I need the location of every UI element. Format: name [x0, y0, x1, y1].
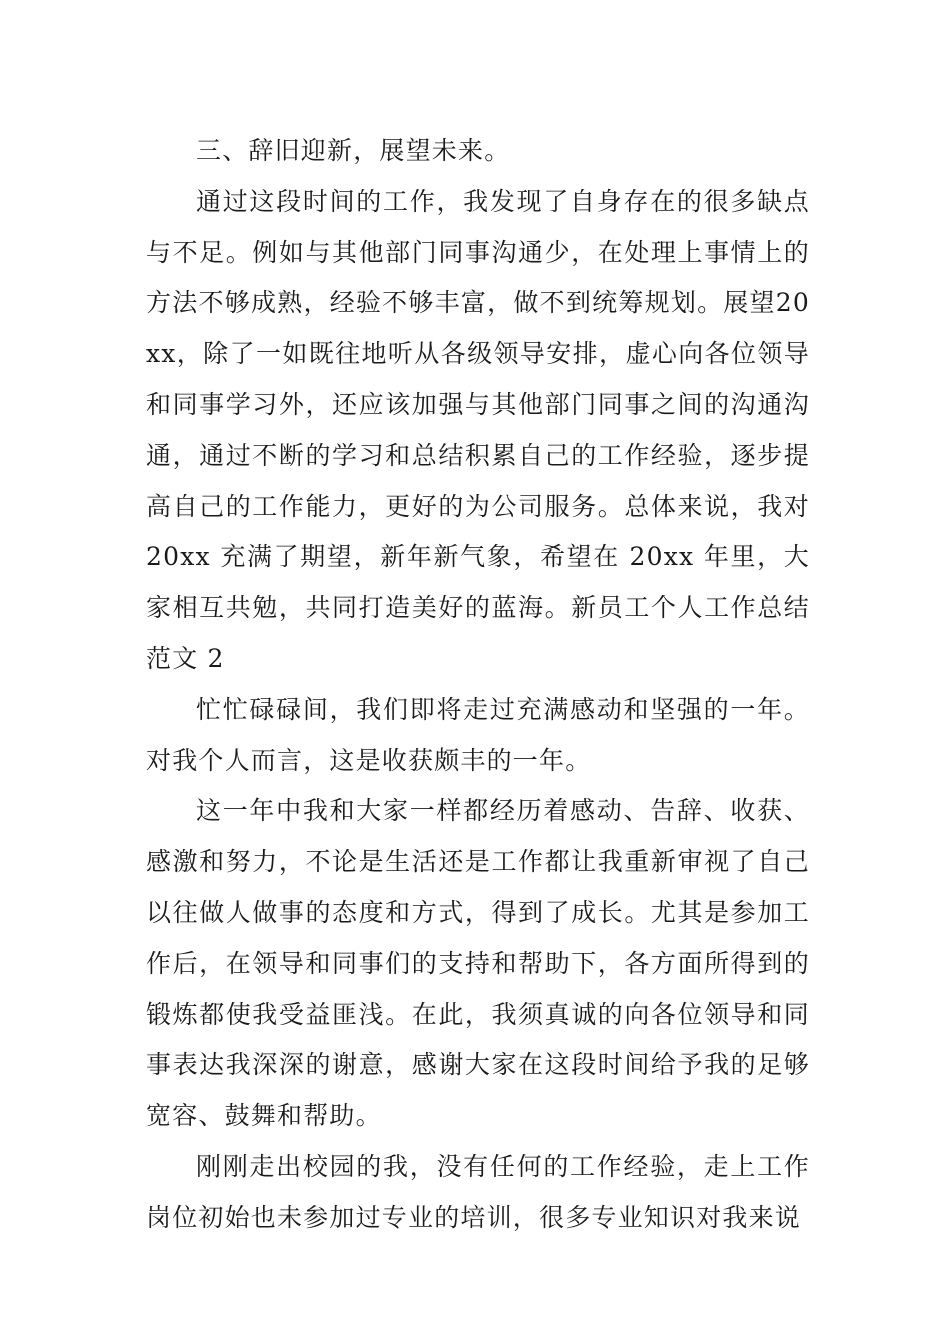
paragraph-busy-year: 忙忙碌碌间，我们即将走过充满感动和坚强的一年。对我个人而言，这是收获颇丰的一年。 [146, 694, 810, 775]
section-heading: 三、辞旧迎新，展望未来。 [196, 136, 511, 165]
paragraph-fresh-graduate: 刚刚走出校园的我，没有任何的工作经验，走上工作岗位初始也未参加过专业的培训，很多专业知识对我来说 [146, 1151, 810, 1232]
paragraph-self-reflection: 通过这段时间的工作，我发现了自身存在的很多缺点与不足。例如与其他部门同事沟通少，在处理上事情上的方法不够成熟，经验不够丰富，做不到统筹规划。展望20xx，除了一如既往地听从各级领导安排，虚心向各位领导和同事学习外，还应该加强与其他部门同事之间的沟通沟通，通过不断的学习和总结积累自己的工作经验，逐步提高自己的工作能力，更好的为公司服务。总体来说，我对 20xx 充满了期望，新年新气象，希望在 20xx 年里，大家相互共勉，共同打造美好的蓝海。新员工个人工作总结范文 2 [146, 186, 810, 673]
document-body [146, 126, 810, 1244]
paragraph-gratitude: 这一年中我和大家一样都经历着感动、告辞、收获、感激和努力，不论是生活还是工作都让我重新审视了自己以往做人做事的态度和方式，得到了成长。尤其是参加工作后，在领导和同事们的支持和帮助下，各方面所得到的锻炼都使我受益匪浅。在此，我须真诚的向各位领导和同事表达我深深的谢意，感谢大家在这段时间给予我的足够宽容、鼓舞和帮助。 [146, 796, 810, 1131]
